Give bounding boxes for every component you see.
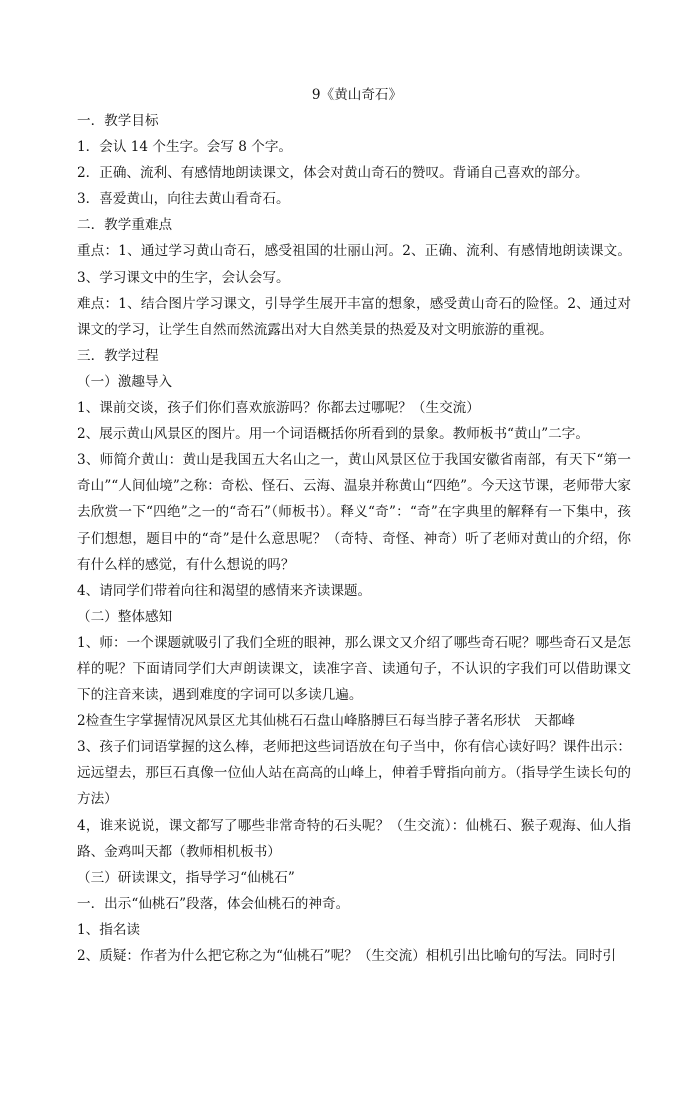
- heading-objectives: 一．教学目标: [77, 113, 159, 129]
- key-points-paragraph: 重点：1、通过学习黄山奇石，感受祖国的壮丽山河。2、正确、流利、有感情地朗读课文。3、学习课文中的生字，会认会写。: [77, 243, 631, 286]
- objective-item-3: 3．喜爱黄山，向往去黄山看奇石。: [77, 191, 290, 208]
- subheading-overview: （二）整体感知: [77, 608, 173, 625]
- document-title: 9《黄山奇石》: [311, 87, 403, 103]
- document-body: [77, 108, 631, 969]
- subheading-study: （三）研读课文，指导学习“仙桃石”: [77, 869, 295, 886]
- difficulties-paragraph: 难点：1、结合图片学习课文，引导学生展开丰富的想象，感受黄山奇石的险怪。2、通过对课文的学习，让学生自然而然流露出对大自然美景的热爱及对文明旅游的重视。: [77, 295, 631, 338]
- objective-item-1: 1．会认 14 个生字。会写 8 个字。: [77, 139, 293, 156]
- intro-step-2: 2、展示黄山风景区的图片。用一个词语概括你所看到的景象。教师板书“黄山”二字。: [77, 426, 589, 443]
- intro-step-4: 4、请同学们带着向往和渴望的感情来齐读课题。: [77, 582, 372, 599]
- overview-step-3: 3、孩子们词语掌握的这么棒，老师把这些词语放在句子当中，你有信心读好吗？课件出示：远远望去，那巨石真像一位仙人站在高高的山峰上，伸着手臂指向前方。（指导学生读长句的方法）: [77, 739, 631, 808]
- overview-step-1: 1、师：一个课题就吸引了我们全班的眼神，那么课文又介绍了哪些奇石呢？哪些奇石又是怎样的呢？下面请同学们大声朗读课文，读准字音、读通句子，不认识的字我们可以借助课文下的注音来读，遇到难度的字词可以多读几遍。: [77, 634, 631, 704]
- overview-step-2: 2检查生字掌握情况风景区尤其仙桃石石盘山峰胳膊巨石每当脖子著名形状 天都峰: [77, 713, 576, 730]
- study-step-1: 1、指名读: [77, 921, 141, 938]
- objective-item-2: 2．正确、流利、有感情地朗读课文，体会对黄山奇石的赞叹。背诵自己喜欢的部分。: [77, 165, 589, 182]
- heading-key-points: 二．教学重难点: [77, 217, 173, 234]
- subheading-intro: （一）激趣导入: [77, 373, 173, 390]
- study-step-2: 2、质疑：作者为什么把它称之为“仙桃石”呢？（生交流）相机引出比喻句的写法。同时引: [77, 948, 617, 964]
- heading-process: 三．教学过程: [77, 347, 159, 364]
- intro-step-1: 1、课前交谈，孩子们你们喜欢旅游吗？你都去过哪呢？（生交流）: [77, 400, 480, 417]
- study-section-1: 一．出示“仙桃石”段落，体会仙桃石的神奇。: [77, 895, 350, 912]
- overview-step-4: 4，谁来说说，课文都写了哪些非常奇特的石头呢？（生交流）：仙桃石、猴子观海、仙人指路、金鸡叫天都（教师相机板书）: [77, 817, 631, 860]
- intro-step-3: 3、师简介黄山：黄山是我国五大名山之一，黄山风景区位于我国安徽省南部，有天下“第一奇山”“人间仙境”之称：奇松、怪石、云海、温泉并称黄山“四绝”。今天这节课，老师带大家去欣赏一下“四绝”之一的“奇石”（师板书）。释义“奇”：“奇”在字典里的解释有一下集中，孩子们想想，题目中的“奇”是什么意思呢？（奇特、奇怪、神奇）听了老师对黄山的介绍，你有什么样的感觉，有什么想说的吗？: [77, 452, 631, 573]
